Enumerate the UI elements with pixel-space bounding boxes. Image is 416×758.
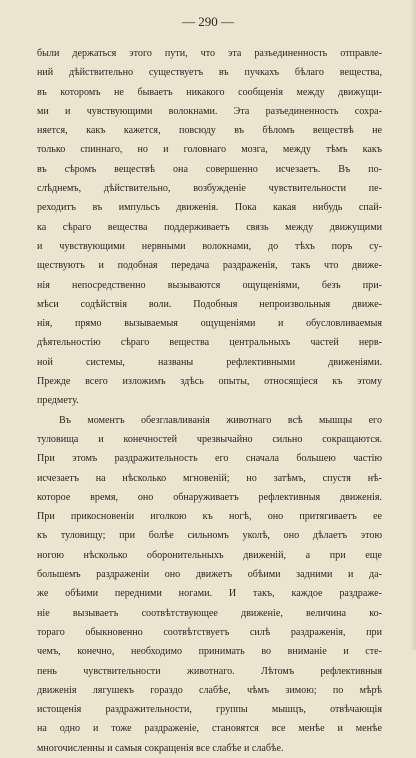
text-line: ми и чувствующими волокнами. Эта разъединенность сохра- — [37, 105, 382, 117]
text-line: на одно и тоже раздраженіе, становятся все менѣе и менѣе — [37, 723, 382, 735]
page-edge-shadow — [410, 0, 416, 650]
text-line: истощенія раздражительности, группы мышцъ, отвѣчающія — [37, 704, 382, 716]
text-line: чемъ, конечно, необходимо принимать во вниманіе и сте- — [37, 646, 382, 658]
text-line: нія непосредственно вызываются ощущеніями, безъ при- — [37, 279, 382, 291]
text-line: нія, прямо вызываемыя ощущеніями и обусловливаемыя — [37, 318, 382, 330]
text-line: ществуютъ и подобная передача раздраженія, такъ что движе- — [37, 260, 382, 272]
text-line: къ туловищу; при болѣе сильномъ уколѣ, оно дѣлаетъ этою — [37, 530, 382, 542]
text-line: Прежде всего изложимъ здѣсь опыты, относящіеся къ этому — [37, 376, 382, 388]
text-line: въ сѣромъ веществѣ она совершенно исчезаетъ. Въ по- — [37, 163, 382, 175]
text-line: Въ моментъ обезглавливанія животнаго всѣ мышцы его — [59, 414, 382, 426]
text-line: При этомъ раздражительность его сначала большею частію — [37, 453, 382, 465]
text-line: исчезаетъ на нѣсколько мгновеній; но затѣмъ, спустя нѣ- — [37, 472, 382, 484]
paragraph-2 — [37, 411, 382, 758]
text-line: же обѣими передними ногами. И такъ, каждое раздраже- — [37, 588, 382, 600]
text-line: только спиннаго, но и головнаго мозга, между тѣмъ какъ — [37, 144, 382, 156]
text-line: реходитъ въ импульсъ движенія. Пока какая нибудь спай- — [37, 202, 382, 214]
text-line: большемъ раздраженіи оно движетъ обѣими задними и да- — [37, 569, 382, 581]
text-line: туловища и конечностей чрезвычайно сильно сокращаются. — [37, 433, 382, 445]
paragraph-1 — [37, 44, 382, 411]
text-line: ной системы, названы рефлективными движеніями. — [37, 356, 382, 368]
text-line: няется, какъ кажется, повсюду въ бѣломъ веществѣ не — [37, 125, 382, 137]
text-line: многочисленны и самыя сокращенія все слабѣе и слабѣе. — [37, 742, 284, 754]
text-line: которое время, оно обнаруживаетъ рефлективныя движенія. — [37, 491, 382, 503]
text-line: слѣднемъ, дѣйствительно, возбужденіе чувствительности пе- — [37, 183, 382, 195]
text-line: предмету. — [37, 395, 79, 407]
text-line: были держаться этого пути, что эта разъединенность отправле- — [37, 48, 382, 59]
text-line: ний дѣйствительно существуетъ въ пучкахъ бѣлаго вещества, — [37, 67, 382, 79]
text-line: и чувствующими нервными волокнами, до тѣхъ поръ су- — [37, 240, 382, 252]
text-line: пень чувствительности животнаго. Лѣтомъ рефлективныя — [37, 665, 382, 677]
text-line: дѣятельностію сѣраго вещества центральныхъ частей нерв- — [37, 337, 382, 349]
page-number: — 290 — — [182, 14, 234, 29]
body-text — [37, 44, 382, 758]
text-line: тораго обыкновенно соотвѣтствуетъ силѣ раздраженія, при — [37, 626, 382, 638]
text-line: ногою нѣсколько оборонительныхъ движеній, а при еще — [37, 549, 382, 561]
text-line: ка сѣраго вещества поддерживаетъ связь между движущими — [37, 221, 382, 233]
text-line: въ которомъ не бываетъ никакого сообщенія между движущи- — [37, 86, 382, 98]
text-line: движенія лягушекъ гораздо слабѣе, чѣмъ зимою; по мѣрѣ — [37, 684, 382, 696]
text-line: При прикосновеніи иголкою къ ногѣ, оно притягиваетъ ее — [37, 511, 382, 523]
text-line: мѣси содѣйствія воли. Подобныя непроизвольныя движе- — [37, 298, 382, 310]
text-line: ніе вызываетъ соотвѣтствующее движеніе, величина ко- — [37, 607, 382, 619]
